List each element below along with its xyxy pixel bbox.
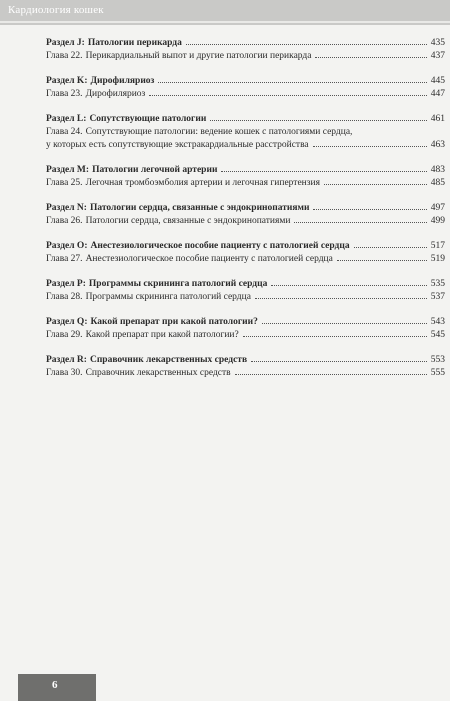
entry-label: Раздел N:	[46, 203, 87, 213]
toc-section	[46, 75, 445, 101]
entry-label: Глава 22.	[46, 51, 83, 61]
entry-label: Глава 27.	[46, 254, 83, 264]
toc-chapter-entry	[46, 88, 445, 101]
toc-section	[46, 316, 445, 342]
toc-section	[46, 278, 445, 304]
entry-page: 463	[430, 140, 445, 150]
toc-part-entry	[46, 75, 445, 88]
dot-leader	[149, 95, 427, 96]
dot-leader	[235, 374, 427, 375]
entry-title: Программы скрининга патологий сердца	[88, 279, 268, 289]
dot-leader	[158, 82, 427, 83]
toc-section	[46, 37, 445, 63]
entry-title: Программы скрининга патологий сердца	[85, 292, 251, 302]
entry-page: 537	[430, 292, 445, 302]
entry-label: Раздел R:	[46, 355, 87, 365]
dot-leader	[354, 247, 427, 248]
toc-section	[46, 354, 445, 380]
entry-page: 483	[430, 165, 445, 175]
entry-label: Раздел O:	[46, 241, 88, 251]
entry-page: 545	[430, 330, 445, 340]
dot-leader	[255, 298, 427, 299]
entry-title: Анестезиологическое пособие пациенту с патологией сердца	[85, 254, 333, 264]
entry-title: Дирофиляриоз	[85, 89, 146, 99]
entry-title: Дирофиляриоз	[90, 76, 155, 86]
entry-page: 447	[430, 89, 445, 99]
entry-title: Патологии легочной артерии	[92, 165, 218, 175]
toc-part-entry	[46, 202, 445, 215]
toc-chapter-entry	[46, 367, 445, 380]
entry-page: 519	[430, 254, 445, 264]
entry-page: 445	[430, 76, 445, 86]
entry-page: 543	[430, 317, 445, 327]
entry-page: 485	[430, 178, 445, 188]
toc-part-entry	[46, 278, 445, 291]
toc-part-entry	[46, 113, 445, 126]
entry-label: Глава 29.	[46, 330, 83, 340]
entry-label: Раздел L:	[46, 114, 87, 124]
toc-chapter-entry	[46, 253, 445, 266]
entry-page: 437	[430, 51, 445, 61]
entry-label: Раздел Q:	[46, 317, 88, 327]
running-header	[0, 0, 450, 25]
entry-label: Раздел P:	[46, 279, 86, 289]
toc-chapter-entry	[46, 215, 445, 228]
toc-section	[46, 202, 445, 228]
entry-page: 461	[430, 114, 445, 124]
toc-chapter-entry	[46, 329, 445, 342]
entry-label: Раздел M:	[46, 165, 90, 175]
toc-chapter-entry	[46, 291, 445, 304]
entry-page: 435	[430, 38, 445, 48]
toc-section	[46, 240, 445, 266]
entry-page: 555	[430, 368, 445, 378]
toc-part-entry	[46, 240, 445, 253]
table-of-contents	[46, 37, 445, 392]
entry-label: Глава 26.	[46, 216, 83, 226]
dot-leader	[313, 146, 427, 147]
entry-page: 553	[430, 355, 445, 365]
entry-title: Легочная тромбоэмболия артерии и легочная гипертензия	[85, 178, 320, 188]
entry-label: Раздел J:	[46, 38, 85, 48]
entry-page: 517	[430, 241, 445, 251]
dot-leader	[324, 184, 427, 185]
entry-label: Глава 24.	[46, 127, 83, 137]
entry-title: Патологии сердца, связанные с эндокринопатиями	[89, 203, 310, 213]
dot-leader	[313, 209, 427, 210]
dot-leader	[294, 222, 427, 223]
entry-label: Раздел K:	[46, 76, 88, 86]
toc-section	[46, 164, 445, 190]
entry-title: Патологии перикарда	[87, 38, 182, 48]
entry-label: Глава 30.	[46, 368, 83, 378]
toc-part-entry	[46, 37, 445, 50]
dot-leader	[243, 336, 427, 337]
dot-leader	[337, 260, 427, 261]
entry-label: Глава 28.	[46, 292, 83, 302]
book-title: Кардиология кошек	[8, 4, 104, 16]
entry-title: Справочник лекарственных средств	[89, 355, 248, 365]
entry-title: Анестезиологическое пособие пациенту с патологией сердца	[90, 241, 350, 251]
page-number-box	[18, 674, 96, 701]
entry-page: 535	[430, 279, 445, 289]
dot-leader	[262, 323, 427, 324]
dot-leader	[186, 44, 427, 45]
toc-part-entry	[46, 354, 445, 367]
dot-leader	[210, 120, 427, 121]
toc-section	[46, 113, 445, 152]
entry-page: 499	[430, 216, 445, 226]
dot-leader	[271, 285, 427, 286]
entry-title: Перикардиальный выпот и другие патологии перикарда	[85, 51, 312, 61]
toc-part-entry	[46, 316, 445, 329]
entry-title: Сопутствующие патологии	[89, 114, 207, 124]
toc-part-entry	[46, 164, 445, 177]
header-rule	[0, 21, 450, 23]
entry-title: Какой препарат при какой патологии?	[85, 330, 239, 340]
page-number: 6	[52, 679, 58, 691]
entry-label: Глава 23.	[46, 89, 83, 99]
dot-leader	[251, 361, 427, 362]
entry-title: Сопутствующие патологии: ведение кошек с патологиями сердца,	[85, 127, 353, 137]
entry-title: Патологии сердца, связанные с эндокринопатиями	[85, 216, 291, 226]
toc-chapter-entry	[46, 126, 445, 152]
entry-title-continued: у которых есть сопутствующие экстракардиальные расстройства	[46, 140, 309, 150]
toc-chapter-entry	[46, 177, 445, 190]
toc-chapter-entry	[46, 50, 445, 63]
entry-page: 497	[430, 203, 445, 213]
dot-leader	[315, 57, 427, 58]
entry-title: Какой препарат при какой патологии?	[90, 317, 258, 327]
entry-title: Справочник лекарственных средств	[85, 368, 231, 378]
entry-label: Глава 25.	[46, 178, 83, 188]
dot-leader	[221, 171, 427, 172]
